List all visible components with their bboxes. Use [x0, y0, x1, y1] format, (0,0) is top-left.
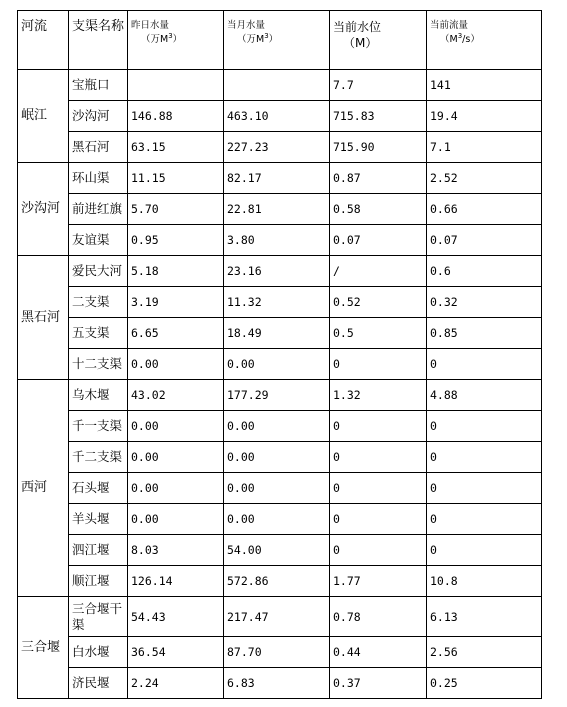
header-month-unit: （万$M^3$）	[237, 31, 279, 45]
table-header-row	[18, 11, 542, 70]
table-row	[18, 194, 542, 225]
month-volume-cell	[224, 70, 330, 101]
water-level-cell: 1.32	[330, 380, 427, 411]
month-volume-cell: 22.81	[224, 194, 330, 225]
month-volume-cell: 177.29	[224, 380, 330, 411]
water-level-cell: 7.7	[330, 70, 427, 101]
water-level-cell: 0	[330, 535, 427, 566]
yesterday-volume-cell: 5.70	[128, 194, 224, 225]
header-yesterday-volume	[128, 11, 224, 70]
yesterday-volume-cell	[128, 70, 224, 101]
flow-rate-cell: 0	[427, 411, 542, 442]
header-yesterday-unit: （万$M^3$）	[141, 31, 183, 45]
yesterday-volume-cell: 0.00	[128, 411, 224, 442]
yesterday-volume-cell: 63.15	[128, 132, 224, 163]
table-row	[18, 349, 542, 380]
canal-name-cell: 乌木堰	[69, 380, 128, 411]
table-row	[18, 132, 542, 163]
yesterday-volume-cell: 36.54	[128, 637, 224, 668]
table-row	[18, 70, 542, 101]
water-level-cell: 715.83	[330, 101, 427, 132]
river-name-cell: 岷江	[18, 70, 69, 163]
yesterday-volume-cell: 8.03	[128, 535, 224, 566]
header-month-volume	[224, 11, 330, 70]
canal-name-cell: 黑石河	[69, 132, 128, 163]
flow-rate-cell: 2.52	[427, 163, 542, 194]
flow-rate-cell: 0.07	[427, 225, 542, 256]
month-volume-cell: 18.49	[224, 318, 330, 349]
yesterday-volume-cell: 0.00	[128, 473, 224, 504]
table-row	[18, 637, 542, 668]
water-data-table	[17, 10, 542, 699]
flow-rate-cell: 6.13	[427, 597, 542, 637]
water-level-cell: 0.78	[330, 597, 427, 637]
table-row	[18, 411, 542, 442]
flow-rate-cell: 2.56	[427, 637, 542, 668]
month-volume-cell: 0.00	[224, 473, 330, 504]
water-level-cell: 0.44	[330, 637, 427, 668]
flow-rate-cell: 0	[427, 504, 542, 535]
canal-name-cell: 千一支渠	[69, 411, 128, 442]
canal-name-cell: 泗江堰	[69, 535, 128, 566]
yesterday-volume-cell: 126.14	[128, 566, 224, 597]
header-canal-name: 支渠名称	[69, 11, 128, 70]
water-level-cell: 0	[330, 473, 427, 504]
flow-rate-cell: 4.88	[427, 380, 542, 411]
flow-rate-cell: 0	[427, 442, 542, 473]
water-level-cell: 0	[330, 411, 427, 442]
yesterday-volume-cell: 43.02	[128, 380, 224, 411]
river-name-cell: 沙沟河	[18, 163, 69, 256]
flow-rate-cell: 0	[427, 535, 542, 566]
table-row	[18, 473, 542, 504]
yesterday-volume-cell: 6.65	[128, 318, 224, 349]
header-yesterday-label: 昨日水量	[131, 20, 170, 31]
header-water-level	[330, 11, 427, 70]
table-row	[18, 256, 542, 287]
water-level-cell: /	[330, 256, 427, 287]
header-flow-label: 当前流量	[430, 20, 469, 31]
table-row	[18, 668, 542, 699]
canal-name-cell: 五支渠	[69, 318, 128, 349]
table-body	[18, 70, 542, 699]
table-row	[18, 380, 542, 411]
canal-name-cell: 友谊渠	[69, 225, 128, 256]
table-row	[18, 504, 542, 535]
canal-name-cell: 石头堰	[69, 473, 128, 504]
water-level-cell: 0.58	[330, 194, 427, 225]
month-volume-cell: 0.00	[224, 504, 330, 535]
canal-name-cell: 爱民大河	[69, 256, 128, 287]
yesterday-volume-cell: 0.00	[128, 349, 224, 380]
yesterday-volume-cell: 5.18	[128, 256, 224, 287]
flow-rate-cell: 0.85	[427, 318, 542, 349]
yesterday-volume-cell: 3.19	[128, 287, 224, 318]
river-name-cell: 三合堰	[18, 597, 69, 699]
month-volume-cell: 217.47	[224, 597, 330, 637]
month-volume-cell: 0.00	[224, 349, 330, 380]
yesterday-volume-cell: 54.43	[128, 597, 224, 637]
flow-rate-cell: 0.25	[427, 668, 542, 699]
canal-name-cell: 宝瓶口	[69, 70, 128, 101]
flow-rate-cell: 0	[427, 473, 542, 504]
water-level-cell: 0.87	[330, 163, 427, 194]
flow-rate-cell: 0	[427, 349, 542, 380]
month-volume-cell: 87.70	[224, 637, 330, 668]
canal-name-cell: 环山渠	[69, 163, 128, 194]
water-level-cell: 0	[330, 349, 427, 380]
month-volume-cell: 23.16	[224, 256, 330, 287]
month-volume-cell: 82.17	[224, 163, 330, 194]
river-name-cell: 西河	[18, 380, 69, 597]
water-level-cell: 0.07	[330, 225, 427, 256]
water-level-cell: 0	[330, 442, 427, 473]
yesterday-volume-cell: 11.15	[128, 163, 224, 194]
water-level-cell: 715.90	[330, 132, 427, 163]
yesterday-volume-cell: 2.24	[128, 668, 224, 699]
canal-name-cell: 济民堰	[69, 668, 128, 699]
water-level-cell: 0.52	[330, 287, 427, 318]
yesterday-volume-cell: 146.88	[128, 101, 224, 132]
month-volume-cell: 11.32	[224, 287, 330, 318]
header-flow-unit: $(M^3/s)$	[440, 31, 480, 45]
water-level-cell: 0	[330, 504, 427, 535]
table-row	[18, 225, 542, 256]
canal-name-cell: 前进红旗	[69, 194, 128, 225]
canal-name-cell: 十二支渠	[69, 349, 128, 380]
flow-rate-cell: 10.8	[427, 566, 542, 597]
canal-name-cell: 三合堰干渠	[69, 597, 128, 637]
flow-rate-cell: 0.32	[427, 287, 542, 318]
canal-name-cell: 二支渠	[69, 287, 128, 318]
canal-name-cell: 羊头堰	[69, 504, 128, 535]
table-row	[18, 535, 542, 566]
table-row	[18, 163, 542, 194]
flow-rate-cell: 19.4	[427, 101, 542, 132]
canal-name-cell: 顺江堰	[69, 566, 128, 597]
table-row	[18, 566, 542, 597]
header-month-label: 当月水量	[227, 20, 266, 31]
flow-rate-cell: 0.66	[427, 194, 542, 225]
table-row	[18, 287, 542, 318]
header-river: 河流	[18, 11, 69, 70]
header-level-label: 当前水位	[333, 20, 382, 34]
flow-rate-cell: 141	[427, 70, 542, 101]
canal-name-cell: 沙沟河	[69, 101, 128, 132]
water-level-cell: 0.5	[330, 318, 427, 349]
table-row	[18, 318, 542, 349]
water-level-cell: 1.77	[330, 566, 427, 597]
river-name-cell: 黑石河	[18, 256, 69, 380]
flow-rate-cell: 0.6	[427, 256, 542, 287]
yesterday-volume-cell: 0.00	[128, 504, 224, 535]
month-volume-cell: 463.10	[224, 101, 330, 132]
table-row	[18, 597, 542, 637]
header-flow-rate	[427, 11, 542, 70]
month-volume-cell: 0.00	[224, 411, 330, 442]
yesterday-volume-cell: 0.00	[128, 442, 224, 473]
canal-name-cell: 千二支渠	[69, 442, 128, 473]
month-volume-cell: 54.00	[224, 535, 330, 566]
month-volume-cell: 3.80	[224, 225, 330, 256]
table-row	[18, 101, 542, 132]
flow-rate-cell: 7.1	[427, 132, 542, 163]
yesterday-volume-cell: 0.95	[128, 225, 224, 256]
canal-name-cell: 白水堰	[69, 637, 128, 668]
month-volume-cell: 0.00	[224, 442, 330, 473]
month-volume-cell: 227.23	[224, 132, 330, 163]
month-volume-cell: 6.83	[224, 668, 330, 699]
month-volume-cell: 572.86	[224, 566, 330, 597]
table-row	[18, 442, 542, 473]
header-level-unit: （M）	[343, 36, 378, 50]
water-level-cell: 0.37	[330, 668, 427, 699]
